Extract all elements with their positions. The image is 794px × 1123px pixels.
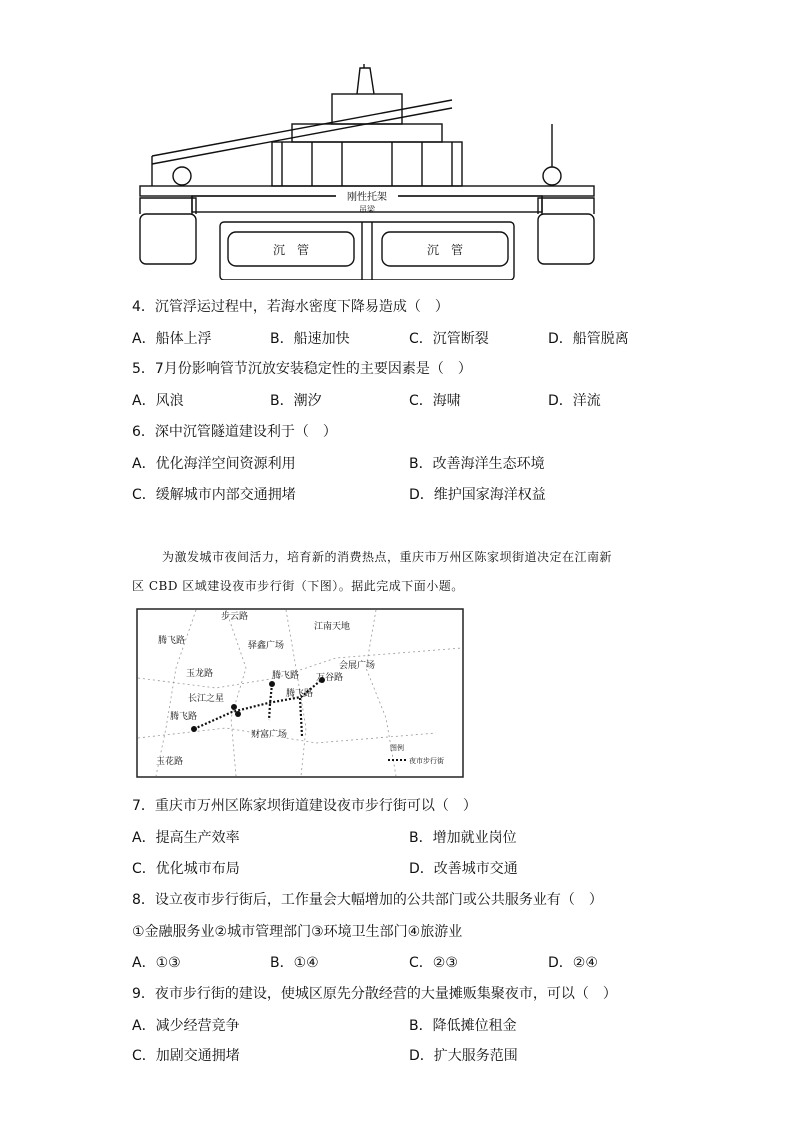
q5-option-a[interactable]: A．风浪: [132, 393, 184, 409]
map-label-tengfei-mid: 腾飞路: [272, 671, 300, 681]
passage-line-2: 区 CBD 区域建设夜市步行街（下图）。据此完成下面小题。: [132, 579, 464, 593]
q7-option-d[interactable]: D．改善城市交通: [409, 861, 518, 877]
q4-option-a[interactable]: A．船体上浮: [132, 331, 212, 347]
question-8: 8．设立夜市步行街后，工作量会大幅增加的公共部门或公共服务业有（ ）: [132, 892, 603, 908]
question-9: 9．夜市步行街的建设，使城区原先分散经营的大量摊贩集聚夜市，可以（ ）: [132, 986, 617, 1002]
tube-label-right: 沉 管: [426, 243, 464, 257]
legend-item: 夜市步行街: [409, 757, 444, 765]
map-label-buyun: 步云路: [221, 612, 249, 622]
q8-option-c[interactable]: C．②③: [409, 955, 458, 971]
map-label-changjiang: 长江之星: [188, 694, 225, 704]
q9-option-a[interactable]: A．减少经营竞争: [132, 1018, 240, 1034]
q4-option-c[interactable]: C．沉管断裂: [409, 331, 489, 347]
q8-option-b[interactable]: B．①④: [270, 955, 319, 971]
q9-option-b[interactable]: B．降低摊位租金: [409, 1018, 517, 1034]
sub-label: 吊梁: [359, 205, 375, 214]
map-label-tengfei-left: 腾飞路: [170, 712, 198, 722]
q8-option-a[interactable]: A．①③: [132, 955, 181, 971]
night-market-map: [136, 608, 464, 778]
q4-option-d[interactable]: D．船管脱离: [548, 331, 629, 347]
q5-option-b[interactable]: B．潮汐: [270, 393, 322, 409]
q7-option-b[interactable]: B．增加就业岗位: [409, 830, 517, 846]
map-label-caifu: 财富广场: [251, 730, 288, 740]
q7-option-c[interactable]: C．优化城市布局: [132, 861, 240, 877]
ship-figure: [132, 64, 602, 280]
q6-option-c[interactable]: C．缓解城市内部交通拥堵: [132, 487, 296, 503]
q5-option-d[interactable]: D．洋流: [548, 393, 601, 409]
passage-line-1: 为激发城市夜间活力，培育新的消费热点，重庆市万州区陈家坝街道决定在江南新: [162, 550, 613, 564]
map-label-huizhan: 会展广场: [339, 661, 376, 671]
q9-option-c[interactable]: C．加剧交通拥堵: [132, 1048, 240, 1064]
q6-option-b[interactable]: B．改善海洋生态环境: [409, 456, 545, 472]
q8-statements: ①金融服务业②城市管理部门③环境卫生部门④旅游业: [132, 924, 463, 940]
q5-option-c[interactable]: C．海啸: [409, 393, 461, 409]
q8-option-d[interactable]: D．②④: [548, 955, 598, 971]
map-label-yuxin: 驿鑫广场: [248, 641, 285, 651]
question-5: 5．7月份影响管节沉放安装稳定性的主要因素是（ ）: [132, 361, 472, 377]
q6-option-d[interactable]: D．维护国家海洋权益: [409, 487, 546, 503]
q7-option-a[interactable]: A．提高生产效率: [132, 830, 240, 846]
map-label-jiangnan: 江南天地: [314, 622, 351, 632]
frame-label: 刚性托架: [347, 192, 387, 203]
question-6: 6．深中沉管隧道建设利于（ ）: [132, 424, 337, 440]
question-7: 7．重庆市万州区陈家坝街道建设夜市步行街可以（ ）: [132, 798, 477, 814]
q6-option-a[interactable]: A．优化海洋空间资源利用: [132, 456, 296, 472]
q4-option-b[interactable]: B．船速加快: [270, 331, 350, 347]
q9-option-d[interactable]: D．扩大服务范围: [409, 1048, 518, 1064]
tube-label-left: 沉 管: [272, 243, 310, 257]
map-label-tengfei-mid2: 腾飞路: [286, 689, 314, 699]
map-label-yuhua: 玉花路: [156, 757, 184, 767]
question-4: 4．沉管浮运过程中，若海水密度下降易造成（ ）: [132, 299, 449, 315]
map-label-tengfei-top: 腾飞路: [158, 636, 186, 646]
map-label-wangu: 万谷路: [316, 673, 344, 683]
legend-title: 图例: [390, 744, 404, 752]
map-label-yulong: 玉龙路: [186, 669, 214, 679]
